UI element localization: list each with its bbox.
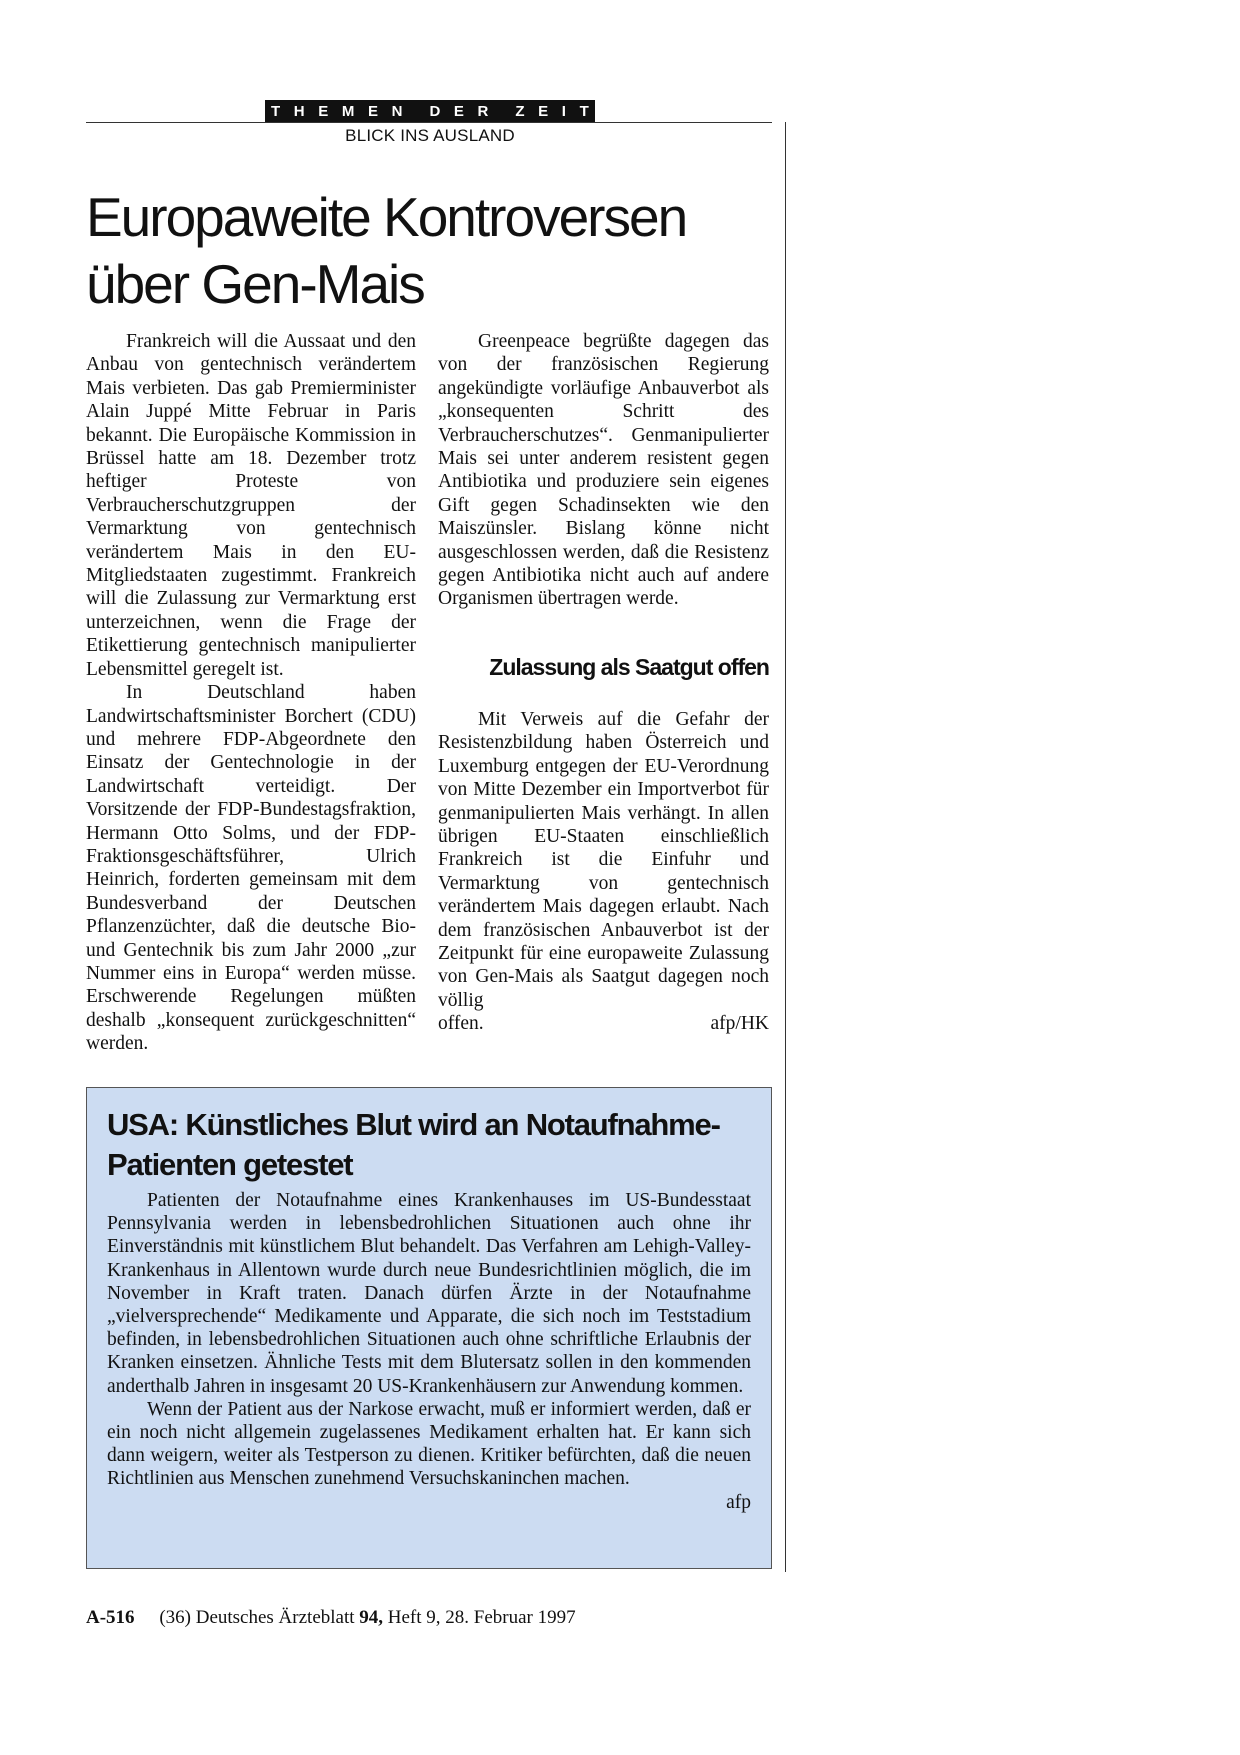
- issue-suffix: Heft 9, 28. Februar 1997: [387, 1607, 576, 1628]
- issue-prefix: (36) Deutsches Ärzteblatt: [159, 1607, 355, 1628]
- box-title: USA: Künstliches Blut wird an Notaufnahme- Patienten getestet: [107, 1107, 720, 1182]
- article-signoff: offen. afp/HK: [438, 1013, 769, 1035]
- box-signoff: afp: [726, 1491, 751, 1513]
- article-right-column: [438, 330, 769, 1036]
- volume-number: 94,: [359, 1607, 384, 1628]
- article-paragraph: Mit Verweis auf die Gefahr der Resistenzbildung haben Österreich und Luxemburg entgegen der EU-Verordnung von Mitte Dezember ein Importverbot für genmanipulierten Mais verhängt. In allen übrigen EU-Staaten einschließlich Frankreich ist die Einfuhr und Vermarktung von gentechnisch verändertem Mais dagegen erlaubt. Nach dem französischen Anbauverbot ist der Zeitpunkt für eine europaweite Zulassung von Gen-Mais als Saatgut dagegen noch völlig: [438, 708, 769, 1011]
- top-rule: [86, 122, 772, 123]
- right-column-rule: [785, 122, 786, 1572]
- headline-line-2: über Gen-Mais: [86, 253, 424, 315]
- author-credit: afp/HK: [710, 1013, 769, 1035]
- article-left-column: [86, 330, 416, 1056]
- article-paragraph: Greenpeace begrüßte dagegen das von der französischen Regierung angekündigte vorläufige Anbauverbot als „konsequenten Schritt des Verbraucherschutzes“. Genmanipulierter Mais sei unter anderem resistent gegen Antibiotika und produziere sein eigenes Gift gegen Schadinsekten wie den Maiszünsler. Bislang könne nicht ausgeschlossen werden, daß die Resistenz gegen Antibiotika nicht auch auf andere Organismen übertragen werde.: [438, 331, 769, 610]
- article-subhead: Zulassung als Saatgut offen: [489, 653, 769, 680]
- headline-line-1: Europaweite Kontroversen: [86, 186, 687, 248]
- article-paragraph: Frankreich will die Aussaat und den Anbau von gentechnisch verändertem Mais verbieten. Das gab Premierminister Alain Juppé Mitte Februar in Paris bekannt. Die Europäische Kommission in Brüssel hatte am 18. Dezember trotz heftiger Proteste von Verbraucherschutzgruppen der Vermarktung von gentechnisch verändertem Mais in den EU-Mitgliedstaaten zugestimmt. Frankreich will die Zulassung zur Vermarktung erst unterzeichnen, wenn die Frage der Etikettierung gentechnisch manipulierter Lebensmittel geregelt ist.: [86, 331, 416, 680]
- page-footer: [86, 1607, 786, 1629]
- article-paragraph: In Deutschland haben Landwirtschaftsminister Borchert (CDU) und mehrere FDP-Abgeordnete den Einsatz der Gentechnologie in der Landwirtschaft verteidigt. Der Vorsitzende der FDP-Bundestagsfraktion, Hermann Otto Solms, und der FDP-Fraktionsgeschäftsführer, Ulrich Heinrich, forderten gemeinsam mit dem Bundesverband der Deutschen Pflanzenzüchter, daß die deutsche Bio- und Gentechnik bis zum Jahr 2000 „zur Nummer eins in Europa“ werden müsse. Erschwerende Regelungen müßten deshalb „konsequent zurückgeschnitten“ werden.: [86, 682, 416, 1055]
- headline: [86, 184, 786, 318]
- box-paragraph: Patienten der Notaufnahme eines Krankenhauses im US-Bundesstaat Pennsylvania werden in lebensbedrohlichen Situationen auch ohne ihr Einverständnis mit künstlichem Blut behandelt. Das Verfahren am Lehigh-Valley-Krankenhaus in Allentown wurde durch neue Bundesrichtlinien möglich, die im November in Kraft traten. Danach dürfen Ärzte in der Notaufnahme „vielversprechende“ Medikamente und Apparate, die sich noch im Teststadium befinden, in lebensbedrohlichen Situationen auch ohne schriftliche Erlaubnis der Kranken einsetzen. Ähnliche Tests mit dem Blutersatz sollen in den kommenden anderthalb Jahren in insgesamt 20 US-Krankenhäusern zur Anwendung kommen.: [107, 1190, 751, 1397]
- box-body: [107, 1189, 751, 1514]
- subsection-label: BLICK INS AUSLAND: [345, 126, 515, 145]
- section-label: T H E M E N D E R Z E I T: [265, 100, 595, 122]
- news-box: [86, 1087, 772, 1569]
- box-paragraph: Wenn der Patient aus der Narkose erwacht, muß er informiert werden, daß er ein noch nicht allgemein zugelassenes Medikament erhalten hat. Er kann sich dann weigern, weiter als Testperson zu dienen. Kritiker befürchten, daß die neuen Richtlinien aus Menschen zunehmend Versuchskaninchen machen.: [107, 1398, 751, 1490]
- page-number: A-516: [86, 1607, 135, 1628]
